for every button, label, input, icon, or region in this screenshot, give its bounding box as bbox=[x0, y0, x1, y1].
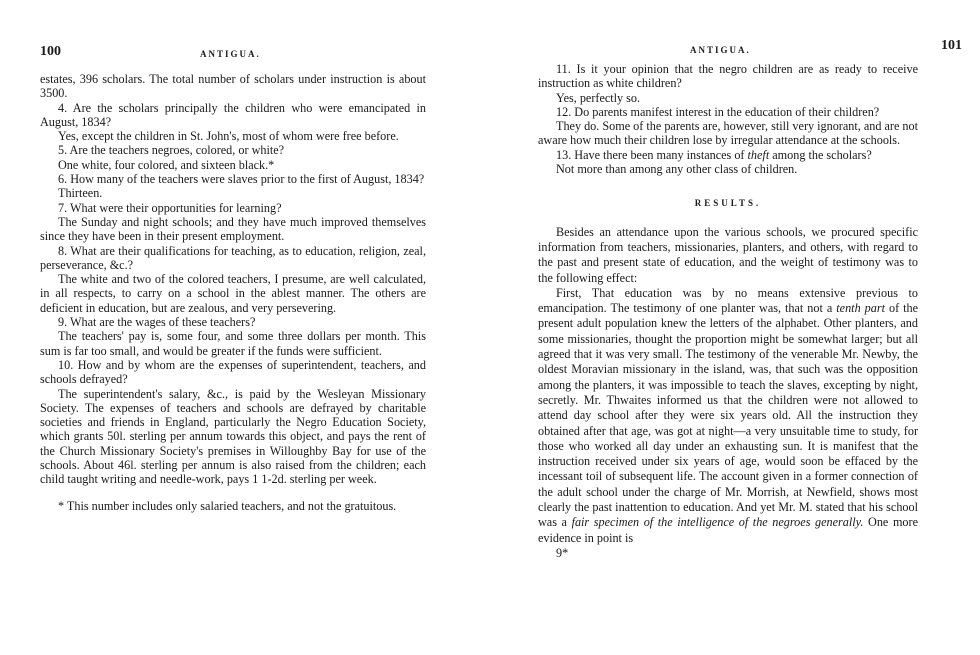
question: 10. How and by whom are the expenses of superintendent, teachers, and schools defrayed? bbox=[40, 357, 426, 387]
answer: Yes, except the children in St. John's, most of whom were free before. bbox=[58, 129, 399, 144]
left-page-body bbox=[40, 72, 426, 513]
question: 9. What are the wages of these teachers? bbox=[58, 315, 256, 330]
answer: The teachers' pay is, some four, and some three dollars per month. This sum is far too small, and would be greater if the funds were sufficient. bbox=[40, 329, 426, 358]
section-heading: RESULTS. bbox=[694, 198, 762, 209]
footnote bbox=[40, 499, 426, 513]
left-page-header bbox=[40, 44, 480, 66]
answer: Thirteen. bbox=[58, 186, 103, 201]
answer: They do. Some of the parents are, however, still very ignorant, and are not aware how much their children lose by irregular attendance at the schools. bbox=[538, 119, 918, 148]
question bbox=[538, 148, 918, 162]
question-text: among the scholars? bbox=[769, 147, 872, 162]
question: 5. Are the teachers negroes, colored, or white? bbox=[58, 143, 285, 158]
paragraph-text: of the present adult population knew the letters of the alphabet. Other planters, and some missionaries, thought the proportion might be somewhat larger; but all agreed that it was very small. The testimony of the venerable Mr. Newby, the oldest Moravian missionary in the island, was, that such was the opposition among the planters, it was impossible to teach the slaves, excepting by night, secretly. Mr. Thwaites informed us that the children were not allowed to attend day school after they were six years old. All the instruction they obtained after that age, was got at night—a very unsuitable time to study, for those who worked all day under an exhausting sun. It is manifest that the instruction received under six years of age, would soon be effaced by the incessant toil of subsequent life. The account given in a former connection of the adult school under the charge of Mr. Morrish, at Newfield, shows most clearly the past inattention to education. And yet Mr. M. stated that his school was a bbox=[538, 301, 919, 530]
answer: One white, four colored, and sixteen black.* bbox=[58, 157, 275, 172]
results-section bbox=[538, 225, 918, 562]
right-page bbox=[490, 0, 980, 655]
italic-text: fair specimen of the intelligence of the negroes generally. bbox=[571, 515, 864, 530]
answer: The Sunday and night schools; and they have much improved themselves since they have been in their present employment. bbox=[40, 214, 426, 244]
paragraph-text: First, That education was by no means extensive previous to emancipation. The testimony of one planter was, that not a bbox=[538, 285, 918, 316]
paragraph: Besides an attendance upon the various schools, we procured specific information from teachers, missionaries, planters, and others, with regard to the past and present state of education, and the weight of testimony was to the following effect: bbox=[538, 224, 918, 285]
question: 11. Is it your opinion that the negro children are as ready to receive instruction as white children? bbox=[538, 62, 918, 91]
answer: Yes, perfectly so. bbox=[556, 90, 641, 105]
left-page bbox=[0, 0, 480, 655]
italic-text: tenth part bbox=[836, 301, 885, 316]
paragraph-text: One more evidence in point is bbox=[538, 515, 918, 545]
answer: Not more than among any other class of children. bbox=[556, 162, 798, 177]
italic-text: theft bbox=[747, 147, 770, 162]
running-head: ANTIGUA. bbox=[690, 45, 751, 55]
page-number: 101 bbox=[941, 38, 962, 53]
question: 12. Do parents manifest interest in the education of their children? bbox=[556, 104, 880, 119]
footnote-text: * This number includes only salaried teachers, and not the gratuitous. bbox=[58, 498, 397, 513]
answer: The superintendent's salary, &c., is paid by the Wesleyan Missionary Society. The expenses of teachers and schools are defrayed by charitable societies and friends in England, particularly the Negro Education Society, which grants 50l. sterling per annum towards this object, and pays the rent of the Church Missionary Society's premises in Willoughby Bay for use of the schools. About 46l. sterling per annum is also raised from the children; each child taught writing and needle-work, pays 1 1-2d. sterling per week. bbox=[40, 386, 426, 487]
question: 8. What are their qualifications for teaching, as to education, religion, zeal, perseverance, &c.? bbox=[40, 243, 426, 272]
running-head: ANTIGUA. bbox=[200, 49, 261, 59]
paragraph: estates, 396 scholars. The total number of scholars under instruction is about 3500. bbox=[40, 72, 426, 101]
right-page-body bbox=[538, 62, 918, 561]
right-page-header bbox=[538, 38, 980, 60]
page-number: 100 bbox=[40, 44, 61, 59]
question: 6. How many of the teachers were slaves prior to the first of August, 1834? bbox=[58, 172, 425, 187]
paragraph bbox=[538, 286, 918, 546]
answer: The white and two of the colored teachers, I presume, are well calculated, in all respects, to carry on a school in the ablest manner. The others are deficient in education, but are zealous, and very persevering. bbox=[40, 272, 426, 315]
question: 4. Are the scholars principally the children who were emancipated in August, 1834? bbox=[40, 100, 426, 129]
question: 7. What were their opportunities for learning? bbox=[58, 200, 282, 215]
question-text: 13. Have there been many instances of bbox=[556, 147, 748, 162]
signature-mark: 9* bbox=[556, 545, 569, 560]
